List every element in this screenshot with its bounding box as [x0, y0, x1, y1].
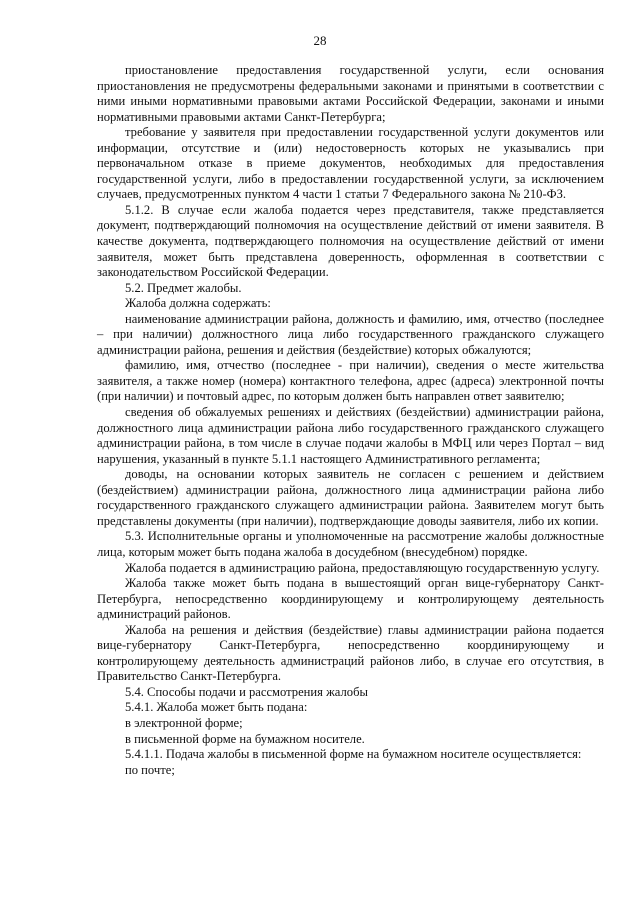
paragraph-complaint-contents-intro: Жалоба должна содержать: — [125, 296, 271, 311]
page-number: 28 — [313, 33, 327, 48]
paragraph-5-4-1-1: 5.4.1.1. Подача жалобы в письменной форме на бумажном носителе осуществляется: — [125, 747, 582, 762]
list-item-electronic-form: в электронной форме; — [125, 715, 243, 730]
paragraph-document-requirement: требование у заявителя при предоставлении государственной услуги документов или информации, отсутствие и (или) недостоверность которых не указывались при первоначальном отказе в приеме документов, необходимых для предоставления государственной услуги, либо в предоставлении государственной услуги, за исключением случаев, предусмотренных пунктом 4 части 1 статьи 7 Федерального закона № 210-ФЗ. — [97, 125, 604, 202]
list-item-appealed-decisions: сведения об обжалуемых решениях и действиях (бездействии) администрации района, должностного лица администрации района либо государственного гражданского служащего администрации района, в том числе в случае подачи жалобы в МФЦ или через Портал – вид нарушения, указанный в пункте 5.1.1 настоящего Административного регламента; — [97, 405, 604, 466]
paragraph-complaint-to-vice-governor: Жалоба также может быть подана в вышестоящий орган вице-губернатору Санкт-Петербурга, непосредственно координирующему и контролирующему деятельность администраций районов. — [97, 576, 604, 622]
section-heading-5-3: 5.3. Исполнительные органы и уполномоченные на рассмотрение жалобы должностные лица, которым может быть подана жалоба в досудебном (внесудебном) порядке. — [97, 529, 604, 559]
section-heading-5-2: 5.2. Предмет жалобы. — [125, 280, 242, 295]
paragraph-complaint-about-head: Жалоба на решения и действия (бездействие) главы администрации района подается вице-губернатору Санкт-Петербурга, непосредственно координирующему и контролирующему деятельность администраций районов либо, в случае его отсутствия, в Правительство Санкт-Петербурга. — [97, 622, 604, 684]
list-item-administration-name: наименование администрации района, должность и фамилию, имя, отчество (последнее – при наличии) должностного лица либо государственного гражданского служащего администрации района, решения и действия (бездействие) которых обжалуются; — [97, 311, 604, 357]
document-body — [97, 63, 604, 778]
paragraph-5-1-2: 5.1.2. В случае если жалоба подается через представителя, также представляется документ, подтверждающий полномочия на осуществление действий от имени заявителя. В качестве документа, подтверждающего полномочия на осуществление действий от имени заявителя, может быть представлена доверенность, оформленная в соответствии с законодательством Российской Федерации. — [97, 202, 604, 280]
section-heading-5-4: 5.4. Способы подачи и рассмотрения жалобы — [125, 684, 368, 699]
paragraph-suspension-grounds: приостановление предоставления государственной услуги, если основания приостановления не предусмотрены федеральными законами и принятыми в соответствии с ними иными нормативными правовыми актами Российской Федерации, законами и иными нормативными правовыми актами Санкт-Петербурга; — [97, 63, 604, 124]
paragraph-5-4-1: 5.4.1. Жалоба может быть подана: — [125, 700, 308, 715]
list-item-applicant-details: фамилию, имя, отчество (последнее - при наличии), сведения о месте жительства заявителя, а также номер (номера) контактного телефона, адрес (адреса) электронной почты (при наличии) и почтовый адрес, по которым должен быть направлен ответ заявителю; — [97, 358, 604, 404]
list-item-by-mail: по почте; — [125, 762, 175, 777]
list-item-arguments: доводы, на основании которых заявитель не согласен с решением и действием (бездействием) администрации района, должностного лица администрации района либо государственного гражданского служащего администрации района. Заявителем могут быть представлены документы (при наличии), подтверждающие доводы заявителя, либо их копии. — [97, 467, 604, 528]
paragraph-complaint-to-administration: Жалоба подается в администрацию района, предоставляющую государственную услугу. — [125, 560, 600, 575]
list-item-paper-form: в письменной форме на бумажном носителе. — [125, 731, 365, 746]
